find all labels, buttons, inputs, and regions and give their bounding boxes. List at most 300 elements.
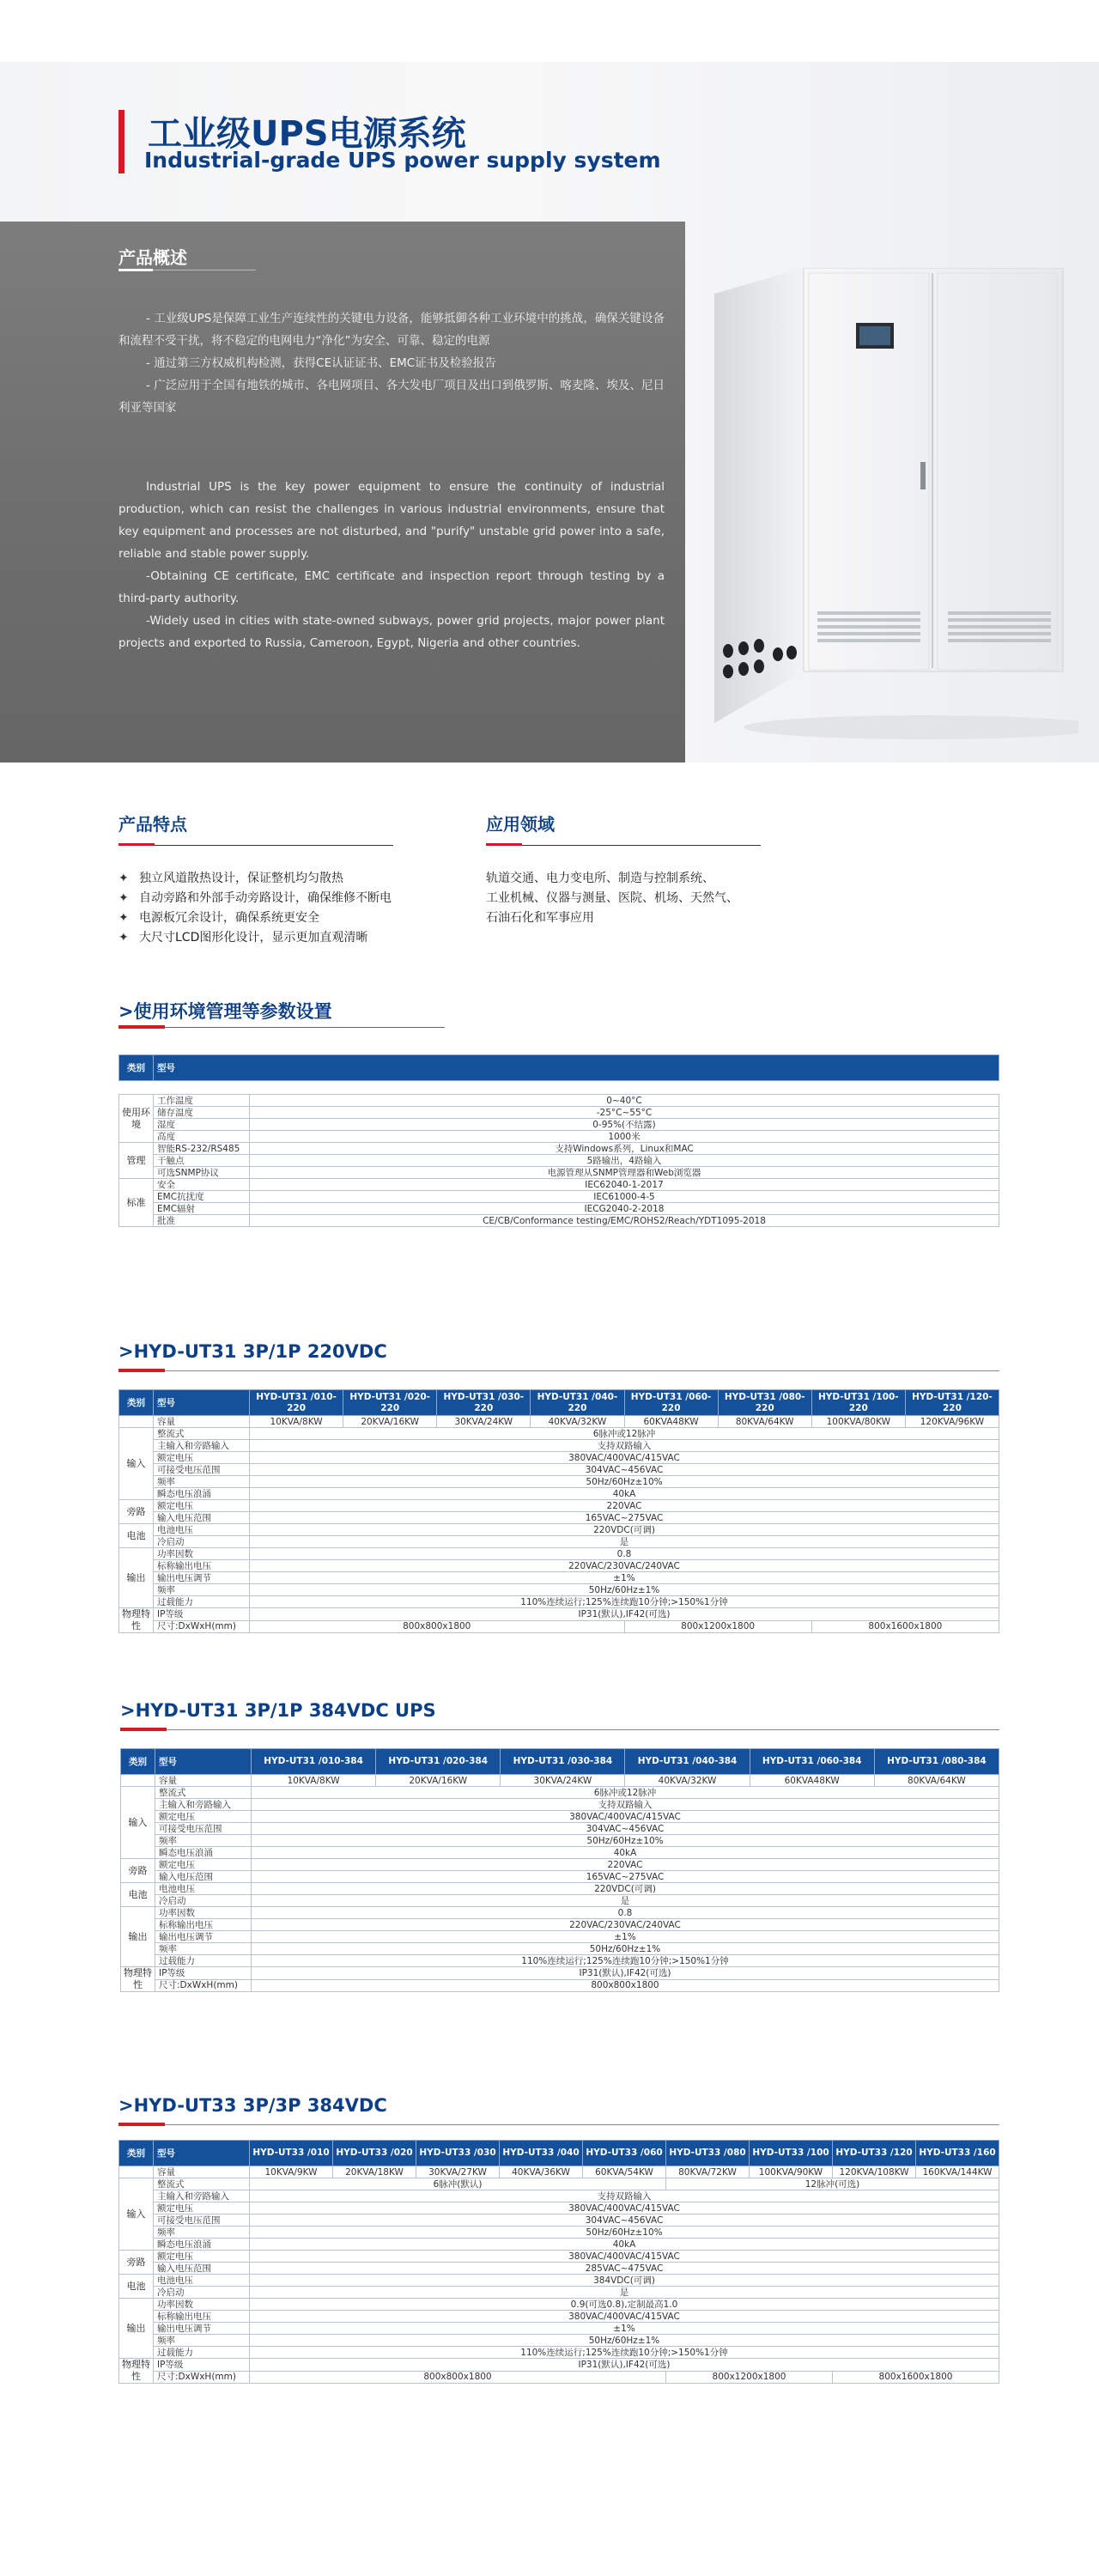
table-row [121, 1871, 999, 1883]
table-row [119, 1584, 999, 1596]
header-category: 类别 [119, 1055, 154, 1081]
table-row [119, 2263, 999, 2275]
row-label: 功率因数 [154, 2299, 250, 2311]
table-row [119, 1608, 999, 1621]
size-row [119, 2371, 999, 2384]
capacity-value: 30KVA/27KW [416, 2166, 500, 2178]
row-category: 电池 [119, 2275, 154, 2299]
row-value: 1000米 [250, 1131, 999, 1143]
table-row [121, 1943, 999, 1955]
table-row [119, 2190, 999, 2202]
table-row [119, 1524, 999, 1536]
row-value: 165VAC~275VAC [252, 1871, 999, 1883]
row-value: 6脉冲或12脉冲 [252, 1787, 999, 1799]
page-title-en: Industrial-grade UPS power supply system [144, 148, 661, 173]
row-category: 使用环境 [119, 1095, 154, 1143]
table-row [119, 1167, 999, 1179]
size-value: 800x800x1800 [252, 1979, 999, 1992]
header-model-name: HYD-UT31 /030-220 [437, 1390, 531, 1416]
capacity-value: 10KVA/8KW [252, 1775, 376, 1787]
size-row [119, 1620, 999, 1633]
header-model-name: HYD-UT33 /160 [916, 2141, 999, 2166]
row-value: 384VDC(可调) [250, 2275, 999, 2287]
row-label: 尺寸:DxWxH(mm) [154, 1620, 250, 1633]
row-value: ±1% [252, 1931, 999, 1943]
row-label: 输入电压范围 [154, 2263, 250, 2275]
t3-divider-mark [118, 2123, 165, 2126]
row-value: IEC61000-4-5 [250, 1191, 999, 1203]
row-label: 电池电压 [154, 1524, 250, 1536]
row-label: 标称输出电压 [155, 1919, 252, 1931]
row-label: 输出电压调节 [154, 2323, 250, 2335]
row-label: 频率 [154, 2335, 250, 2347]
row-label: 尺寸:DxWxH(mm) [155, 1979, 252, 1992]
row-label: 高度 [154, 1131, 250, 1143]
applications-divider [486, 845, 761, 846]
t2-title: >HYD-UT31 3P/1P 384VDC UPS [120, 1700, 436, 1721]
capacity-value: 30KVA/24KW [501, 1775, 625, 1787]
row-value: 110%连续运行;125%连续跑10分钟;>150%1分钟 [252, 1955, 999, 1967]
row-category: 输出 [119, 1548, 154, 1608]
capacity-value: 120KVA/96KW [905, 1416, 999, 1428]
table-row [119, 1500, 999, 1512]
table-header-row [119, 1390, 999, 1416]
header-category: 类别 [121, 1749, 155, 1775]
table-row [119, 2287, 999, 2299]
row-value: 支持Windows系列，Linux和MAC [250, 1143, 999, 1155]
row-label: 容量 [154, 2166, 250, 2178]
header-model-name: HYD-UT31 /060-220 [624, 1390, 718, 1416]
table-row [121, 1967, 999, 1980]
row-label: 额定电压 [154, 2202, 250, 2215]
capacity-value: 10KVA/9KW [250, 2166, 333, 2178]
row-value: 6脉冲或12脉冲 [250, 1428, 999, 1440]
row-value: CE/CB/Conformance testing/EMC/ROHS2/Reach/YDT1095-2018 [250, 1215, 999, 1227]
size-value: 800x1600x1800 [833, 2371, 999, 2384]
row-value: 0~40°C [250, 1095, 999, 1107]
table-row [119, 1428, 999, 1440]
row-value: 380VAC/400VAC/415VAC [250, 2202, 999, 2215]
header-model-name: HYD-UT31 /020-220 [343, 1390, 437, 1416]
table-row [119, 1203, 999, 1215]
row-value: 285VAC~475VAC [250, 2263, 999, 2275]
table-row [119, 1155, 999, 1167]
t1-divider [118, 1370, 999, 1371]
row-label: IP等级 [154, 2359, 250, 2372]
table-row [121, 1811, 999, 1823]
row-label: 输入电压范围 [155, 1871, 252, 1883]
row-label: 可接受电压范围 [154, 1464, 250, 1476]
application-line: 轨道交通、电力变电所、制造与控制系统、 [486, 872, 714, 885]
t2-divider-mark [120, 1728, 167, 1731]
row-value: 50Hz/60Hz±10% [252, 1835, 999, 1847]
capacity-value: 20KVA/18KW [333, 2166, 416, 2178]
row-label: 瞬态电压浪涌 [155, 1847, 252, 1859]
t3-divider [118, 2124, 999, 2125]
capacity-value: 60KVA/54KW [583, 2166, 666, 2178]
row-label: 额定电压 [155, 1859, 252, 1871]
row-value: -25°C~55°C [250, 1107, 999, 1119]
row-value: 50Hz/60Hz±10% [250, 1476, 999, 1488]
row-label: 湿度 [154, 1119, 250, 1131]
capacity-value: 60KVA48KW [750, 1775, 874, 1787]
table-row [121, 1787, 999, 1799]
row-category: 电池 [119, 1524, 154, 1548]
env-spec-table [118, 1054, 999, 1227]
application-line: 工业机械、仪器与测量、医院、机场、天然气、 [486, 891, 738, 905]
t3-title: >HYD-UT33 3P/3P 384VDC [118, 2095, 387, 2116]
row-value: 110%连续运行;125%连续跑10分钟;>150%1分钟 [250, 1596, 999, 1608]
row-label: 冷启动 [155, 1895, 252, 1907]
row-value: 0-95%(不结露) [250, 1119, 999, 1131]
hero-banner [0, 62, 1099, 762]
table-row [119, 2227, 999, 2239]
row-value: 380VAC/400VAC/415VAC [250, 2251, 999, 2263]
row-value: 220VAC [252, 1859, 999, 1871]
row-label: 功率因数 [155, 1907, 252, 1919]
table-row [121, 1847, 999, 1859]
capacity-value: 60KVA48KW [624, 1416, 718, 1428]
feature-item: ✦ 电源板冗余设计，确保系统更安全 [118, 908, 392, 928]
table-row [119, 1488, 999, 1500]
table-row [121, 1955, 999, 1967]
feature-item: ✦ 自动旁路和外部手动旁路设计，确保维修不断电 [118, 889, 392, 908]
table-row [119, 2335, 999, 2347]
row-label: IP等级 [155, 1967, 252, 1980]
overview-cn-2: - 通过第三方权威机构检测，获得CE认证证书、EMC证书及检验报告 [146, 356, 496, 370]
table-row [121, 1931, 999, 1943]
overview-en-3: -Widely used in cities with state-owned subways, power grid projects, major power plant projects and exported to Russia, Cameroon, Egypt, Nigeria and other countries. [118, 614, 665, 650]
header-model-name: HYD-UT31 /080-220 [718, 1390, 811, 1416]
row-label: 可选SNMP协议 [154, 1167, 250, 1179]
row-value: 50Hz/60Hz±1% [250, 1584, 999, 1596]
row-category-blank [121, 1775, 155, 1787]
capacity-value: 20KVA/16KW [376, 1775, 501, 1787]
page-title-cn: 工业级UPS电源系统 [148, 114, 466, 154]
overview-en-2: -Obtaining CE certificate, EMC certificate and inspection report through testing by a third-party authority. [118, 569, 665, 605]
row-category: 物理特性 [119, 2359, 154, 2384]
table-row [119, 1572, 999, 1584]
overview-cn-3: - 广泛应用于全国有地铁的城市、各电网项目、各大发电厂项目及出口到俄罗斯、喀麦隆、埃及、尼日利亚等国家 [118, 379, 665, 415]
overview-en-1: Industrial UPS is the key power equipment to ensure the continuity of industrial production, which can resist the challenges in various industrial environments, ensure that key equipment and processes are not disturbed, and "purify" unstable grid power into a safe, reliable and stable power supply. [118, 480, 665, 561]
table-row [119, 1596, 999, 1608]
t1-spec-table [118, 1389, 999, 1633]
row-value: IECG2040-2-2018 [250, 1203, 999, 1215]
table-row [119, 1179, 999, 1191]
capacity-value: 160KVA/144KW [916, 2166, 999, 2178]
row-label: 尺寸:DxWxH(mm) [154, 2371, 250, 2384]
row-label: 频率 [154, 1584, 250, 1596]
table-row [119, 2275, 999, 2287]
size-row [121, 1979, 999, 1992]
table-row [119, 2202, 999, 2215]
capacity-value: 80KVA/64KW [874, 1775, 999, 1787]
table-row [119, 2347, 999, 2359]
row-value: 40kA [250, 2239, 999, 2251]
t1-divider-mark [118, 1369, 165, 1372]
row-value: IP31(默认),IF42(可选) [250, 2359, 999, 2372]
row-value: 是 [250, 1536, 999, 1548]
row-label: 频率 [154, 1476, 250, 1488]
row-value: 0.8 [250, 1548, 999, 1560]
header-model-name: HYD-UT33 /020 [333, 2141, 416, 2166]
row-value: 380VAC/400VAC/415VAC [252, 1811, 999, 1823]
row-value: 220VAC [250, 1500, 999, 1512]
row-value: 220VDC(可调) [250, 1524, 999, 1536]
capacity-row [119, 1416, 999, 1428]
header-model-name: HYD-UT31 /060-384 [750, 1749, 874, 1775]
capacity-value: 40KVA/32KW [531, 1416, 624, 1428]
row-value: 支持双路输入 [250, 2190, 999, 2202]
title-accent-bar [118, 110, 124, 173]
table-row [121, 1895, 999, 1907]
row-label: 过载能力 [155, 1955, 252, 1967]
features-list [118, 869, 392, 948]
capacity-value: 80KVA/64KW [718, 1416, 811, 1428]
row-value: IP31(默认),IF42(可选) [250, 1608, 999, 1621]
row-value: 0.9(可选0.8),定制最高1.0 [250, 2299, 999, 2311]
size-value: 800x1200x1800 [666, 2371, 833, 2384]
row-value: 50Hz/60Hz±1% [252, 1943, 999, 1955]
header-model: 型号 [154, 1390, 250, 1416]
t1-title: >HYD-UT31 3P/1P 220VDC [118, 1341, 387, 1362]
row-category: 管理 [119, 1143, 154, 1179]
header-model-name: HYD-UT33 /040 [500, 2141, 583, 2166]
capacity-value: 100KVA/80KW [811, 1416, 905, 1428]
table-row [121, 1835, 999, 1847]
row-label: 干触点 [154, 1155, 250, 1167]
row-category-blank [119, 1416, 154, 1428]
table-row [119, 1119, 999, 1131]
row-value: 6脉冲(默认) [250, 2178, 666, 2190]
header-model-name: HYD-UT31 /030-384 [501, 1749, 625, 1775]
features-divider-mark [118, 843, 155, 846]
capacity-value: 40KVA/36KW [500, 2166, 583, 2178]
row-label: 频率 [155, 1835, 252, 1847]
row-label: 可接受电压范围 [155, 1823, 252, 1835]
row-label: 主输入和旁路输入 [154, 1440, 250, 1452]
row-value: ±1% [250, 2323, 999, 2335]
table-row [121, 1799, 999, 1811]
row-label: 电池电压 [154, 2275, 250, 2287]
table-row [119, 1107, 999, 1119]
row-label: 瞬态电压浪涌 [154, 2239, 250, 2251]
row-value: 380VAC/400VAC/415VAC [250, 1452, 999, 1464]
size-value: 800x1200x1800 [624, 1620, 811, 1633]
row-category: 旁路 [119, 1500, 154, 1524]
overview-divider-mark [118, 269, 153, 271]
table-row [119, 2299, 999, 2311]
capacity-value: 20KVA/16KW [343, 1416, 437, 1428]
row-value: 40kA [252, 1847, 999, 1859]
row-value: 220VDC(可调) [252, 1883, 999, 1895]
row-value: 50Hz/60Hz±1% [250, 2335, 999, 2347]
table-row [119, 2178, 999, 2190]
header-model-name: HYD-UT31 /100-220 [811, 1390, 905, 1416]
capacity-value: 80KVA/72KW [666, 2166, 750, 2178]
header-model: 型号 [154, 1055, 999, 1081]
row-label: 可接受电压范围 [154, 2215, 250, 2227]
header-model-name: HYD-UT31 /040-220 [531, 1390, 624, 1416]
row-value: ±1% [250, 1572, 999, 1584]
table-row [119, 1464, 999, 1476]
table-row [119, 2239, 999, 2251]
row-label: 标称输出电压 [154, 2311, 250, 2323]
row-label: 安全 [154, 1179, 250, 1191]
header-model-name: HYD-UT31 /010-220 [250, 1390, 343, 1416]
table-row [119, 1536, 999, 1548]
row-value: 304VAC~456VAC [252, 1823, 999, 1835]
header-model-name: HYD-UT33 /080 [666, 2141, 750, 2166]
row-label: 容量 [154, 1416, 250, 1428]
table-row [119, 2311, 999, 2323]
row-label: 过载能力 [154, 2347, 250, 2359]
table-row [119, 1452, 999, 1464]
capacity-value: 120KVA/108KW [833, 2166, 916, 2178]
table-row [119, 1440, 999, 1452]
spacer-cell [119, 1081, 999, 1095]
capacity-value: 40KVA/32KW [625, 1775, 750, 1787]
row-label: EMC抗扰度 [154, 1191, 250, 1203]
row-category: 输入 [121, 1787, 155, 1859]
capacity-value: 30KVA/24KW [437, 1416, 531, 1428]
features-divider [118, 845, 393, 846]
row-label: 额定电压 [155, 1811, 252, 1823]
row-label: 整流式 [155, 1787, 252, 1799]
row-label: 输出电压调节 [155, 1931, 252, 1943]
table-row [121, 1907, 999, 1919]
row-value: 110%连续运行;125%连续跑10分钟;>150%1分钟 [250, 2347, 999, 2359]
table-row [121, 1823, 999, 1835]
row-category: 标准 [119, 1179, 154, 1227]
table-row [119, 2251, 999, 2263]
row-label: 标称输出电压 [154, 1560, 250, 1572]
table-row [119, 2323, 999, 2335]
t2-divider [120, 1729, 999, 1730]
row-label: 功率因数 [154, 1548, 250, 1560]
row-label: 冷启动 [154, 1536, 250, 1548]
env-table-divider-mark [118, 1025, 165, 1029]
capacity-value: 100KVA/90KW [750, 2166, 833, 2178]
row-label: 容量 [155, 1775, 252, 1787]
header-model-name: HYD-UT31 /010-384 [252, 1749, 376, 1775]
row-category: 输出 [119, 2299, 154, 2359]
table-row [121, 1919, 999, 1931]
t3-spec-table [118, 2140, 999, 2384]
row-value: 165VAC~275VAC [250, 1512, 999, 1524]
applications-text [486, 869, 769, 928]
size-value: 800x800x1800 [250, 2371, 666, 2384]
table-row [119, 2359, 999, 2372]
header-model-name: HYD-UT31 /080-384 [874, 1749, 999, 1775]
header-model-name: HYD-UT31 /120-220 [905, 1390, 999, 1416]
row-label: IP等级 [154, 1608, 250, 1621]
row-value: 304VAC~456VAC [250, 2215, 999, 2227]
row-label: 电池电压 [155, 1883, 252, 1895]
application-line: 石油石化和军事应用 [486, 911, 594, 925]
table-header-row [121, 1749, 999, 1775]
table-row [119, 1548, 999, 1560]
row-category: 旁路 [119, 2251, 154, 2275]
table-row [119, 1476, 999, 1488]
row-label: 工作温度 [154, 1095, 250, 1107]
row-category: 物理特性 [119, 1608, 154, 1633]
features-title: 产品特点 [118, 814, 187, 835]
row-category: 物理特性 [121, 1967, 155, 1992]
table-row [119, 1131, 999, 1143]
row-label: 频率 [155, 1943, 252, 1955]
row-label: 储存温度 [154, 1107, 250, 1119]
row-label: 输出电压调节 [154, 1572, 250, 1584]
applications-title: 应用领域 [486, 814, 555, 835]
row-value: 0.8 [252, 1907, 999, 1919]
table-row [119, 1215, 999, 1227]
row-value: 380VAC/400VAC/415VAC [250, 2311, 999, 2323]
row-value: 5路输出，4路输入 [250, 1155, 999, 1167]
row-value: 40kA [250, 1488, 999, 1500]
row-category: 电池 [121, 1883, 155, 1907]
row-label: 智能RS-232/RS485 [154, 1143, 250, 1155]
row-value: 电源管理从SNMP管理器和Web浏览器 [250, 1167, 999, 1179]
row-value: 支持双路输入 [252, 1799, 999, 1811]
header-model-name: HYD-UT33 /060 [583, 2141, 666, 2166]
capacity-row [121, 1775, 999, 1787]
env-table-divider [118, 1027, 445, 1028]
row-label: 整流式 [154, 2178, 250, 2190]
overview-cn-1: - 工业级UPS是保障工业生产连续性的关键电力设备，能够抵御各种工业环境中的挑战，确保关键设备和流程不受干扰，将不稳定的电网电力“净化”为安全、可靠、稳定的电源 [118, 312, 665, 348]
header-model-name: HYD-UT31 /020-384 [376, 1749, 501, 1775]
header-model-name: HYD-UT31 /040-384 [625, 1749, 750, 1775]
table-row [121, 1883, 999, 1895]
ups-cabinet-image [709, 268, 1078, 749]
row-label: 输入电压范围 [154, 1512, 250, 1524]
table-header-row [119, 1055, 999, 1081]
row-value: 304VAC~456VAC [250, 1464, 999, 1476]
row-label: 过载能力 [154, 1596, 250, 1608]
header-model: 型号 [155, 1749, 252, 1775]
overview-panel [0, 222, 685, 762]
table-row [119, 1191, 999, 1203]
header-model-name: HYD-UT33 /120 [833, 2141, 916, 2166]
row-label: 额定电压 [154, 2251, 250, 2263]
feature-item: ✦ 独立风道散热设计，保证整机均匀散热 [118, 869, 392, 889]
header-model-name: HYD-UT33 /030 [416, 2141, 500, 2166]
row-label: 主输入和旁路输入 [154, 2190, 250, 2202]
feature-item: ✦ 大尺寸LCD图形化设计，显示更加直观清晰 [118, 928, 392, 948]
overview-title: 产品概述 [118, 247, 187, 268]
table-row [119, 1143, 999, 1155]
applications-divider-mark [486, 843, 522, 846]
size-value: 800x1600x1800 [811, 1620, 999, 1633]
row-category: 输入 [119, 2178, 154, 2251]
row-category: 输出 [121, 1907, 155, 1967]
t2-spec-table [120, 1748, 999, 1992]
capacity-row [119, 2166, 999, 2178]
row-category: 旁路 [121, 1859, 155, 1883]
table-row [119, 1512, 999, 1524]
row-value: IP31(默认),IF42(可选) [252, 1967, 999, 1980]
row-value: 支持双路输入 [250, 1440, 999, 1452]
row-value: 50Hz/60Hz±10% [250, 2227, 999, 2239]
row-category-blank [119, 2166, 154, 2178]
header-model: 型号 [154, 2141, 250, 2166]
header-category: 类别 [119, 2141, 154, 2166]
row-value: 220VAC/230VAC/240VAC [252, 1919, 999, 1931]
env-table-title: >使用环境管理等参数设置 [118, 1001, 332, 1022]
table-header-row [119, 2141, 999, 2166]
row-value: 是 [250, 2287, 999, 2299]
table-row [121, 1859, 999, 1871]
